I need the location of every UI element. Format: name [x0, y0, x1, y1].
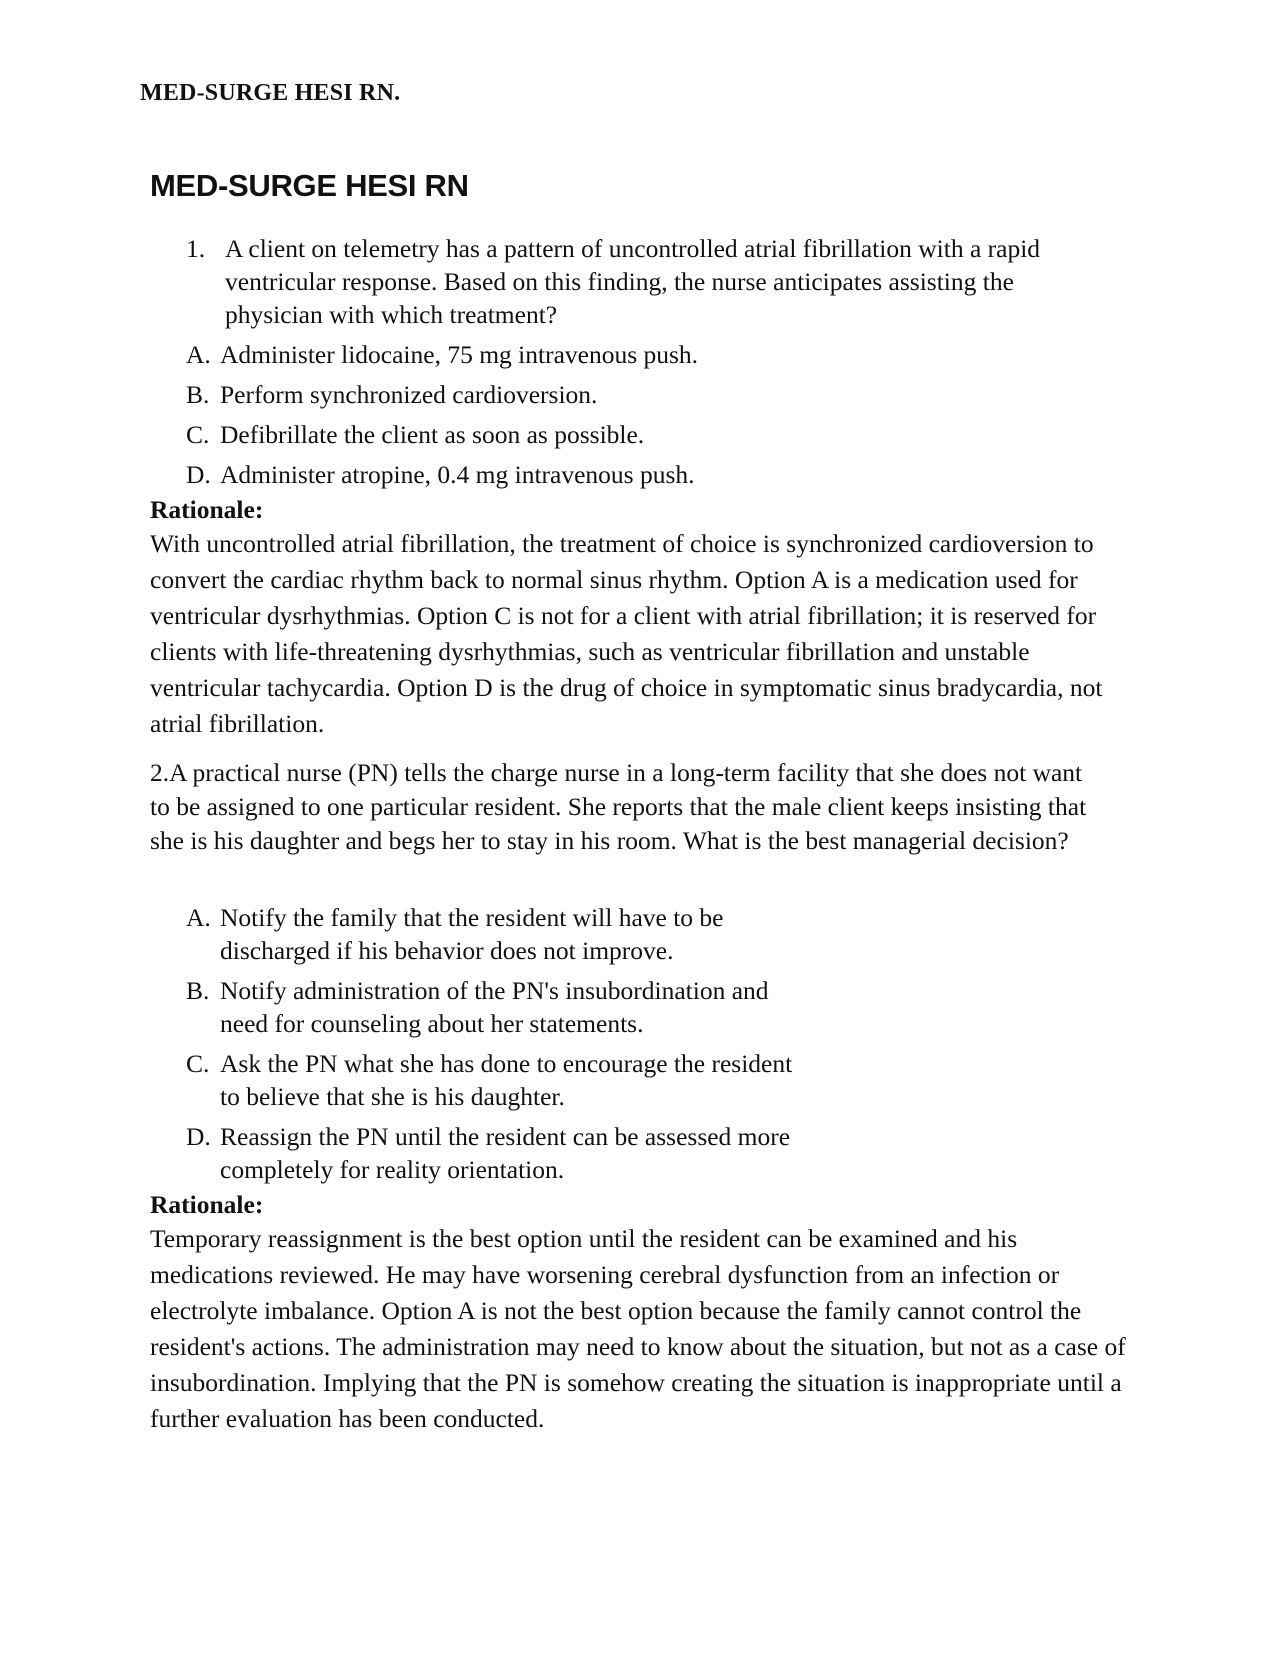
spacer — [150, 858, 1140, 894]
option-text: Notify administration of the PN's insubordination and need for counseling about her statements. — [220, 976, 769, 1038]
option-text: Reassign the PN until the resident can be assessed more completely for reality orientation. — [220, 1122, 791, 1184]
question-1-text: A client on telemetry has a pattern of uncontrolled atrial fibrillation with a rapid ventricular response. Based on this finding, the nurse anticipates assisting the physician with which treatment? — [225, 234, 1041, 329]
question-1-stem — [150, 232, 1215, 331]
option-text: Administer atropine, 0.4 mg intravenous push. — [220, 460, 695, 489]
question-1-options — [150, 338, 1140, 491]
question-1-option-d — [150, 458, 1140, 491]
question-2-option-c — [150, 1047, 1140, 1113]
option-text: Ask the PN what she has done to encourage the resident to believe that she is his daughter. — [220, 1049, 793, 1111]
question-2-stem: 2.A practical nurse (PN) tells the charge nurse in a long-term facility that she does not want to be assigned to one particular resident. She reports that the male client keeps insisting that she is his daughter and begs her to stay in his room. What is the best managerial decision? — [150, 758, 1087, 855]
option-letter: A. — [186, 903, 211, 932]
question-1-rationale: With uncontrolled atrial fibrillation, the treatment of choice is synchronized cardioversion to convert the cardiac rhythm back to normal sinus rhythm. Option A is a medication used for ventricular dysrhythmias. Option C is not for a client with atrial fibrillation; it is reserved for clients with life-threatening dysrhythmias, such as ventricular fibrillation and unstable ventricular tachycardia. Option D is the drug of choice in symptomatic sinus bradycardia, not atrial fibrillation. — [150, 529, 1103, 738]
question-2-options — [150, 901, 1140, 1186]
question-2-option-d — [150, 1120, 1140, 1186]
page-header: MED-SURGE HESI RN. — [140, 80, 401, 106]
option-text: Administer lidocaine, 75 mg intravenous push. — [220, 340, 699, 369]
question-2-rationale-label: Rationale: — [150, 1190, 264, 1219]
question-2-rationale: Temporary reassignment is the best option until the resident can be examined and his medications reviewed. He may have worsening cerebral dysfunction from an infection or electrolyte imbalance. Option A is not the best option because the family cannot control the resident's actions. The administration may need to know about the situation, but not as a case of insubordination. Implying that the PN is somehow creating the situation is inappropriate until a further evaluation has been conducted. — [150, 1224, 1126, 1433]
option-letter: A. — [186, 340, 211, 369]
question-1-rationale-label: Rationale: — [150, 495, 264, 524]
question-1-number: 1. — [186, 234, 206, 263]
question-2-option-b — [150, 974, 1140, 1040]
question-1-option-a — [150, 338, 1140, 371]
question-1-option-c — [150, 418, 1140, 451]
option-text: Defibrillate the client as soon as possible. — [220, 420, 645, 449]
document-body — [150, 232, 1140, 1437]
option-text: Notify the family that the resident will have to be discharged if his behavior does not improve. — [220, 903, 724, 965]
option-letter: D. — [186, 1122, 211, 1151]
option-letter: C. — [186, 420, 210, 449]
option-text: Perform synchronized cardioversion. — [220, 380, 598, 409]
question-2-option-a — [150, 901, 1140, 967]
question-1-option-b — [150, 378, 1140, 411]
option-letter: B. — [186, 976, 210, 1005]
document-title: MED-SURGE HESI RN — [150, 168, 469, 203]
option-letter: C. — [186, 1049, 210, 1078]
option-letter: D. — [186, 460, 211, 489]
option-letter: B. — [186, 380, 210, 409]
